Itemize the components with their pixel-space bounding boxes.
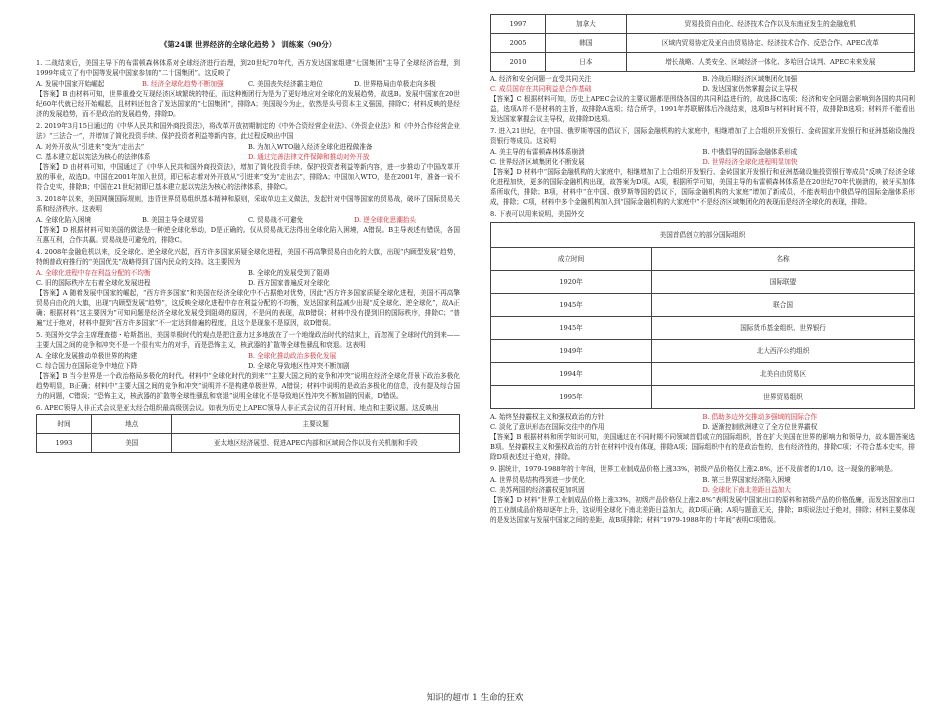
apec-table-part2 [490, 14, 915, 72]
organizations-table [490, 222, 915, 409]
option-d: D. 全球化下南北差距日益加大 [702, 486, 791, 494]
table-cell: 1920年 [491, 271, 652, 294]
page-title: 《第24课 世界经济的全球化趋势 》 训练案（90分） [159, 40, 337, 49]
table-cell: 1945年 [491, 317, 652, 340]
option-d: D. 逆全球化思潮抬头 [354, 216, 416, 224]
table-row [491, 340, 915, 363]
option-b: B. 冷战后期经济区域集团化加强 [702, 75, 798, 83]
question-4 [36, 247, 460, 328]
table-cell: 增长战略、人类安全、区域经济一体化、多哈回合谈判、APEC未来发展 [626, 53, 914, 72]
option-b: B. 为加入WTO融入经济全球化进程做准备 [248, 143, 373, 151]
table-header-row [491, 248, 915, 271]
question-2 [36, 121, 460, 192]
table-row [491, 34, 915, 53]
option-b: B. 倡助多边外交推动多强域的国际合作 [702, 413, 818, 421]
option-a: A. 全球化陷入困境 [36, 216, 92, 224]
option-b: B. 经济全球化趋势不断加强 [142, 80, 224, 88]
table-header-row [37, 415, 460, 434]
options [490, 74, 915, 94]
question-stem: 7. 进入21世纪，在中国、俄罗斯等国的倡议下，国际金融机构的大家庭中，相继增加了上合组织开发银行、金砖国家开发银行和亚洲基础设施投资银行等成员。这说明 [490, 127, 915, 145]
option-a: A. 全球化进程中存在利益分配的不均衡 [36, 269, 151, 277]
table-cell: 1995年 [491, 386, 652, 409]
table-cell: 1945年 [491, 294, 652, 317]
options [490, 412, 915, 432]
table-cell: 加拿大 [546, 15, 627, 34]
question-5 [36, 330, 460, 401]
option-b: B. 第三世界国家经济陷入困境 [702, 476, 791, 484]
options [36, 79, 460, 89]
table-cell: 联合国 [652, 294, 915, 317]
option-b: B. 全球化推动政治多极化发展 [248, 352, 337, 360]
question-stem: 9. 据统计，1979-1988年的十年间，世界工业制成品价格上涨33%，初级产品价格仅上涨2.8%，还不及前者的1/10。这一现象的影响是。 [490, 465, 897, 473]
table-row [491, 15, 915, 34]
table-cell: 1994年 [491, 363, 652, 386]
options [36, 351, 460, 371]
options [36, 268, 460, 288]
table-header: 地点 [91, 415, 171, 434]
answer-explanation: 【答案】C 根据材料可知，历史上APEC会议的主要议题都是围绕各国的共同利益进行的，故选择C选项；经济和安全问题会影响到各国的共同利益，选项A并不是材料的主旨，故排除A选项；结合所学，1991年苏联解体后冷战结束，选项B与材料时间不符，故排除B选项；材料并不能看出发达国家掌握会议主导权，故排除D选项。 [490, 95, 915, 123]
question-3 [36, 194, 460, 245]
option-a: A. 始终坚持霸权主义和强权政治的方针 [490, 413, 605, 421]
question-7 [490, 126, 915, 207]
option-c: C. 淡化了意识形态在国际交往中的作用 [490, 423, 605, 431]
options [490, 147, 915, 167]
table-caption-row [491, 223, 915, 248]
answer-explanation: 【答案】D 根据材料可知美国的做法是一种逆全球化举动，D是正确的。仅从贸易战无法得出全球化陷入困境，A错误。B主导表述有错误，各国互惠互利，合作共赢。贸易战是可避免的，排除C。 [36, 226, 460, 244]
table-cell: 日本 [546, 53, 627, 72]
table-caption: 美国首倡创立的部分国际组织 [491, 223, 915, 248]
answer-explanation: 【答案】D 材料“世界工业制成品价格上涨33%，初级产品价格仅上涨2.8%”表明发展中国家出口的原料和初级产品的价格低廉，而发达国家出口的工业制成品价格却逐年上升，这说明全球化下南北差距日益加大，故D项正确；A项与题意无关，排除；B项说法过于绝对，排除；材料主要体现的是发达国家与发展中国家之间的差距，故B项排除；材料“1979-1988年的十年间”表明C项错误。 [490, 496, 915, 524]
table-cell: 韩国 [546, 34, 627, 53]
table-cell: 世界贸易组织 [652, 386, 915, 409]
question-stem: 5. 美国外交学会主席理查德・哈斯指出，美国单极时代的观点是把注意力过多地放在了一个地缘政治时代的结束上，而忽视了全球时代的到来——主要大国之间的竞争和冲突不是一个很有实力的对手，而是恐怖主义，核武器的扩散等全球性骚乱和衰退。这表明 [36, 331, 460, 349]
option-a: A. 美主导的布雷顿森林体系崩溃 [490, 148, 585, 156]
option-d: D. 世界格局由单极走向多极 [354, 80, 436, 88]
option-a: A. 世界贸易结构得到进一步优化 [490, 476, 585, 484]
option-c: C. 美苏两国的经济霸权更加巩固 [490, 486, 585, 494]
option-a: A. 经济和安全问题一直受共同关注 [490, 75, 592, 83]
table-cell: 国际货币基金组织、世界银行 [652, 317, 915, 340]
question-9 [490, 464, 915, 525]
table-cell: 贸易投资自由化、经济技术合作以及东南亚发生的金融危机 [626, 15, 914, 34]
option-c: C. 基本建立起以宪法为核心的法律体系 [36, 153, 151, 161]
table-cell: 北美自由贸易区 [652, 363, 915, 386]
table-row [491, 53, 915, 72]
table-cell: 1993 [37, 434, 92, 453]
option-c: C. 贸易战不可避免 [248, 216, 304, 224]
option-d: D. 发达国家仍然掌握会议主导权 [702, 85, 798, 93]
table-cell: 北大西洋公约组织 [652, 340, 915, 363]
option-a: A. 全球化发展推动单极世界的构建 [36, 352, 138, 360]
option-d: D. 全球化导致地区性冲突不断加剧 [248, 362, 350, 370]
option-c: C. 成员国存在共同利益是合作基础 [490, 85, 592, 93]
question-stem: 3. 2018年以来，美国网攘国际规则，违背世界贸易组织基本精神和原则，采取单边主义做法，发起针对中国等国家的贸易战，破坏了国际贸易关系和经济秩序。这表明 [36, 195, 460, 213]
answer-explanation: 【答案】B 当今世界是一个政治格局多极化的时代。材料中“全球化时代的到来”“主要大国之间的竞争和冲突”说明在经济全球化背景下政治多极化趋势明显，B正确；材料中“主要大国之间的竞争和冲突”说明并不是构建单极世界，A错误；材料中说明的是政治多极化的信息，没有提及综合国力的问题，C错误；“恐怖主义，核武器的扩散等全球性骚乱和衰退”说明全球化不是导致地区性冲突不断加剧的因素，D错误。 [36, 372, 460, 400]
table-cell: 国际联盟 [652, 271, 915, 294]
table-cell: 1997 [491, 15, 546, 34]
question-8 [490, 209, 915, 462]
option-b: B. 美国主导全球贸易 [142, 216, 204, 224]
apec-table-part1 [36, 414, 460, 453]
option-c: C. 世界经济区域集团化不断发展 [490, 158, 585, 166]
right-column [490, 14, 915, 527]
table-cell: 美国 [91, 434, 171, 453]
table-row [491, 317, 915, 340]
table-cell: 区域内贸易协定及亚自由贸易协定、经济技术合作、反恐合作、APEC改革 [626, 34, 914, 53]
options [490, 475, 915, 495]
table-row [491, 386, 915, 409]
option-d: D. 世界经济全球化进程明显加快 [702, 158, 798, 166]
option-d: D. 逐渐控制欧洲建立了全方位世界霸权 [702, 423, 818, 431]
table-cell: 2010 [491, 53, 546, 72]
table-cell: 2005 [491, 34, 546, 53]
table-cell: 1949年 [491, 340, 652, 363]
table-row [37, 434, 460, 453]
option-a: A. 对外开放从“引进来”变为“走出去” [36, 143, 145, 151]
table-row [491, 294, 915, 317]
options [36, 142, 460, 162]
question-stem: 1. 二战结束后，美国主导下的布雷顿森林体系对全球经济进行治理，到20世纪70年代，西方发达国家组建“七国集团”主导了全球经济治理，到1999年成立了有中国等发展中国家参加的“二十国集团”。这反映了 [36, 59, 460, 77]
option-b: B. 全球化的发展受到了阻碍 [248, 269, 330, 277]
option-c: C. 旧的国际秩序左右着全球化发展进程 [36, 279, 151, 287]
table-header: 主要议题 [172, 415, 460, 434]
table-row [491, 363, 915, 386]
question-6-part1 [36, 403, 460, 453]
answer-explanation: 【答案】A 随着发展中国家的崛起，“西方许多国家”和美国在经济全球化中不占据绝对优势，因此“西方许多国家质疑全球化进程，美国不再高擎贸易自由化的大旗，出现“内顾型发展”趋势”，这反映全球化进程中存在利益分配的不均衡，发达国家利益减少出现“反全球化、逆全球化”，故A正确；根据材料“这主要因为”可知问题是经济全球化发展受到阻碍的原因，不是问的表现，故B错误；材料中没有提到旧的国际秩序，排除C；“普遍”过于绝对，材料中提到“西方许多国家”不一定达到普遍的程度，且这个是现象不是原因，故D错误。 [36, 289, 460, 327]
table-header: 名称 [652, 248, 915, 271]
left-column [36, 14, 460, 453]
answer-explanation: 【答案】B 由材料可知，世界重叠交互现经济区域繁统的特征，而这种衡团行为是为了更好地应对全球化的发展趋势，故选B。发展中国家在20世纪60年代就已经开始崛起，且材料还包含了发达国家的“七国集团”，排除A；美国现今为止，依然是头号资本主义强国，排除C；材料反映的是经济的发展趋势，而不是政治的发展趋势，排除D。 [36, 90, 460, 118]
question-stem: 2. 2019年3月15日通过的《中华人民共和国外商投资法》，将改革开放初期制定的《中外合资经营企业法》、《外资企业法》和《中外合作经营企业法》“三法合一”，并增加了简化投资手续、保护投资者利益等新内容，此过程反映出中国 [36, 122, 460, 140]
question-stem: 4. 2008年金融危机以来，反全球化、逆全球化兴起，西方许多国家质疑全球化进程，美国不再高擎贸易自由化的大旗，出现“内顾型发展”趋势，特朗普政府推行的“美国优先”战略得到了国内民众的支持。这主要因为 [36, 248, 460, 266]
option-c: C. 美国丧失经济霸主地位 [248, 80, 323, 88]
table-header: 时间 [37, 415, 92, 434]
answer-explanation: 【答案】D 由材料可知，中国通过了《中华人民共和国外商投资法》，增加了简化投资手续、保护投资者利益等新内容，进一步推动了中国改革开放的事业，故选D。中国在2001年加入世贸，即已标志着对外开放从“引进来”变为“走出去”，排除A；中国加入WTO，是在2001年，准备一说不符合史实，排除B；中国在21世纪初即已基本建立起以宪法为核心的法律体系，排除C。 [36, 163, 460, 191]
page-footer: 知识的超市 1 生命的狂欢 [426, 693, 524, 703]
answer-explanation: 【答案】D 材料中“国际金融机构的大家庭中，相继增加了上合组织开发银行、金砖国家开发银行和亚洲基础设施投资银行等成员”反映了经济全球化进程加快，更多的国际金融机构出现，故答案为D项。A项，根据所学可知，美国主导的布雷顿森林体系是在20世纪70年代崩溃的，被牙买加体系所取代，排除；B项，材料中“在中国、俄罗斯等国的倡议下，国际金融机构的大家庭”增加了新成员，不能表明由中俄倡导的国际金融体系形成，排除；C项，材料中多个金融机构加入到“国际金融机构的大家庭中”不是经济区域集团化的表现而是经济全球化的表现，排除。 [490, 168, 915, 206]
option-a: A. 发展中国家开始崛起 [36, 80, 105, 88]
question-stem: 8. 下表可以用来说明，美国外交 [490, 210, 585, 218]
option-d: D. 通过完善法律文件保障和推动对外开放 [248, 153, 370, 161]
table-cell: 亚太地区经济展望、促进APEC内部和区域间合作以及有关机制和手段 [172, 434, 460, 453]
options [36, 215, 460, 225]
option-c: C. 综合国力在国际竞争中地位下降 [36, 362, 138, 370]
question-1 [36, 58, 460, 119]
question-6-part2 [490, 74, 915, 124]
option-b: B. 中俄倡导的国际金融体系形成 [702, 148, 798, 156]
option-d: D. 西方国家普遍反对全球化 [248, 279, 330, 287]
table-row [491, 271, 915, 294]
answer-explanation: 【答案】B 根据材料和所学知识可知，美国通过在不同时期不同领域首倡或立的国际组织，旨在扩大美国在世界的影响力和领导力，故本题答案选B项。坚持霸权主义和强权政治的方针在材料中没有体现，排除A项；国际组织中有的是政治性的，也有经济性的，排除C项；不符合基本史实，排除D项表述过于绝对，排除。 [490, 433, 915, 461]
question-stem: 6. APEC领导人非正式会议是亚太经合组织最高级别会议。如表为历史上APEC领导人非正式会议的召开时间、地点和主要议题。这反映出 [36, 404, 439, 412]
table-header: 成立时间 [491, 248, 652, 271]
